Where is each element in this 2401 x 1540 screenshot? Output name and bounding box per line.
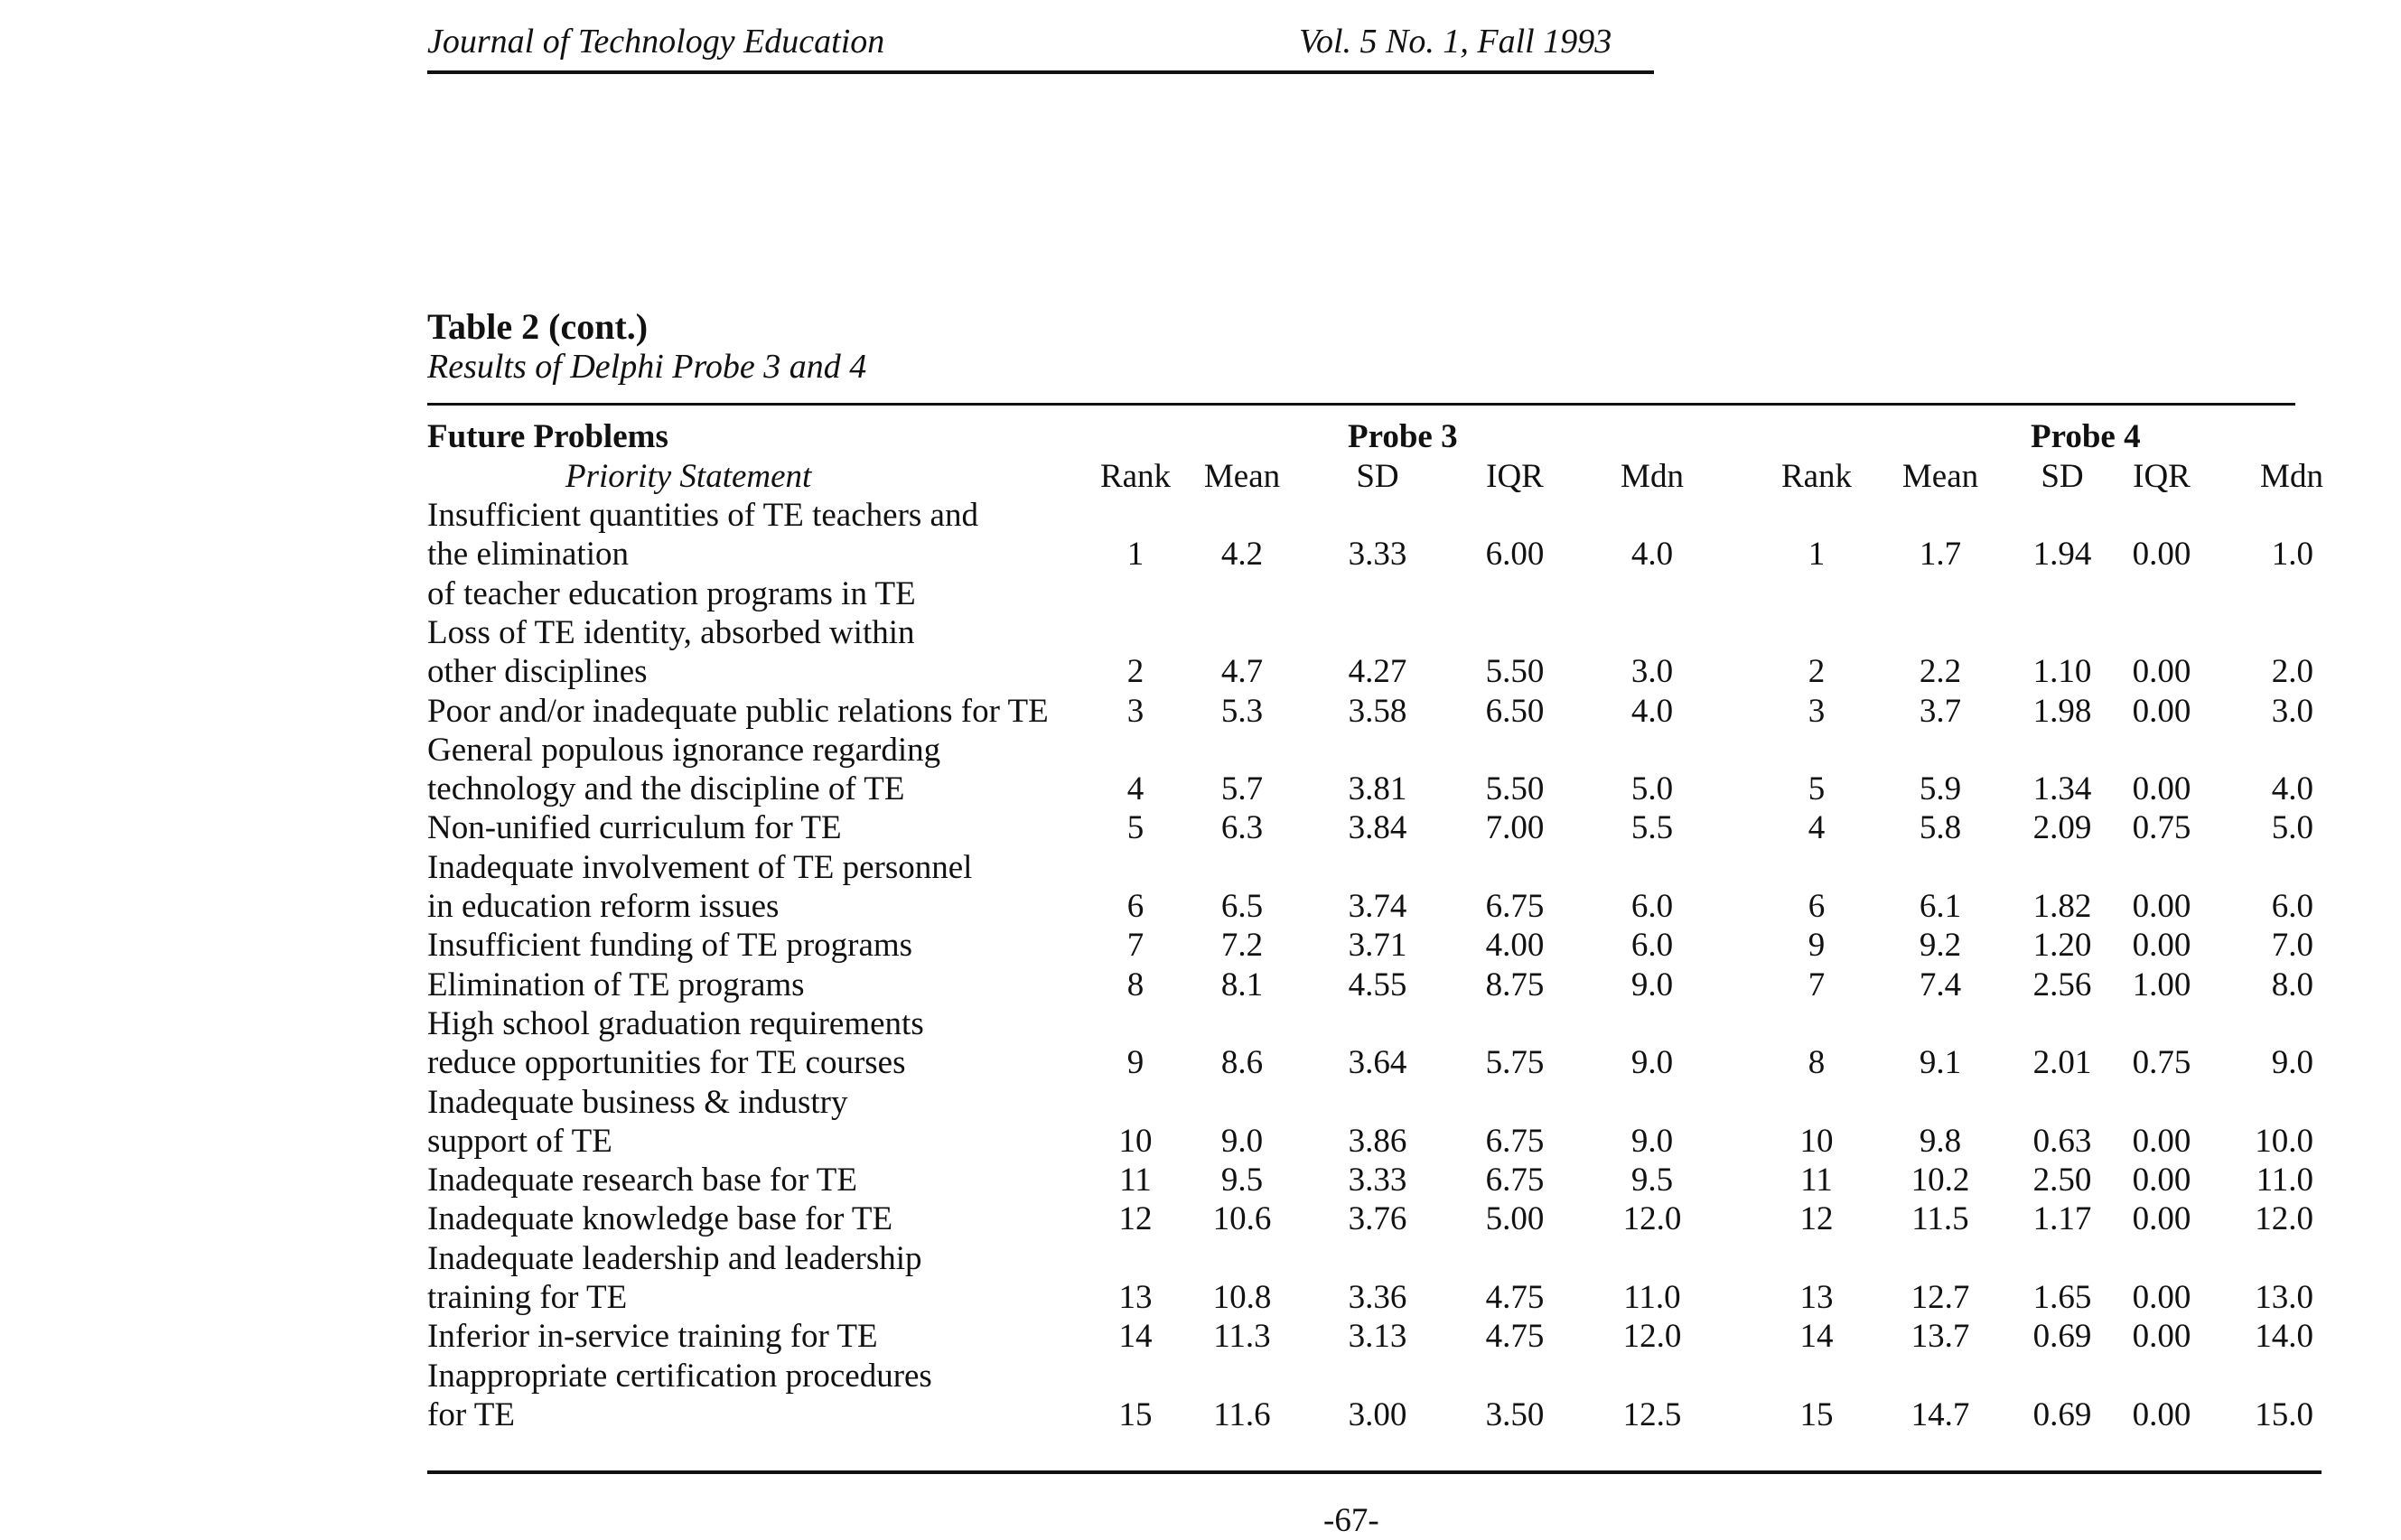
cell-p4-iqr: 0.00 <box>2132 888 2191 925</box>
cell-p3-mean: 4.2 <box>1220 536 1264 574</box>
cell-p4-mean: 3.7 <box>1919 692 1962 730</box>
cell-p3-rank: 13 <box>1118 1279 1153 1316</box>
cell-p3-mean: 5.7 <box>1220 770 1264 808</box>
cell-p3-sd: 3.33 <box>1348 536 1407 574</box>
cell-p4-iqr: 0.00 <box>2132 1122 2191 1160</box>
cell-p4-mdn: 6.0 <box>2271 888 2313 925</box>
cell-p3-iqr: 5.00 <box>1485 1200 1545 1238</box>
cell-p3-sd: 3.74 <box>1348 888 1407 925</box>
cell-p4-sd: 2.50 <box>2032 1162 2092 1199</box>
cell-p4-iqr: 0.75 <box>2132 809 2191 847</box>
cell-p3-mdn: 9.0 <box>1630 1122 1674 1160</box>
cell-p3-rank: 10 <box>1118 1122 1153 1160</box>
cell-p4-iqr: 0.00 <box>2132 536 2191 574</box>
cell-p4-sd: 1.94 <box>2032 536 2092 574</box>
cell-p3-rank: 5 <box>1126 809 1144 847</box>
cell-p3-mean: 8.1 <box>1220 966 1264 1003</box>
section-heading: Future Problems <box>427 418 668 455</box>
cell-p3-sd: 3.86 <box>1348 1122 1407 1160</box>
journal-title: Journal of Technology Education <box>427 23 885 61</box>
cell-p3-sd: 3.84 <box>1348 809 1407 847</box>
cell-p3-rank: 3 <box>1126 692 1144 730</box>
cell-p4-mean: 7.4 <box>1919 966 1962 1003</box>
cell-p3-iqr: 6.75 <box>1485 1162 1545 1199</box>
probe4-label: Probe 4 <box>2031 418 2141 455</box>
cell-p3-mdn: 6.0 <box>1630 927 1674 965</box>
priority-statement: Inadequate involvement of TE personnel <box>427 848 973 886</box>
cell-p4-mdn: 4.0 <box>2271 770 2313 808</box>
cell-p3-mdn: 9.5 <box>1630 1162 1674 1199</box>
cell-p4-mean: 12.7 <box>1911 1279 1970 1316</box>
cell-p4-mean: 6.1 <box>1919 888 1962 925</box>
priority-statement: General populous ignorance regarding <box>427 731 941 769</box>
cell-p4-mdn: 2.0 <box>2271 653 2313 691</box>
cell-p4-sd: 1.98 <box>2032 692 2092 730</box>
priority-statement: Inadequate business & industry <box>427 1083 848 1121</box>
cell-p4-sd: 1.17 <box>2032 1200 2092 1238</box>
cell-p3-rank: 11 <box>1119 1162 1152 1199</box>
cell-p3-mdn: 9.0 <box>1630 1044 1674 1082</box>
priority-statement: Inadequate knowledge base for TE <box>427 1200 893 1238</box>
cell-p4-sd: 1.65 <box>2032 1279 2092 1316</box>
priority-statement: Inadequate leadership and leadership <box>427 1239 922 1277</box>
cell-p4-iqr: 0.75 <box>2132 1044 2191 1082</box>
cell-p3-iqr: 8.75 <box>1485 966 1545 1003</box>
cell-p4-rank: 3 <box>1808 692 1826 730</box>
cell-p3-rank: 8 <box>1126 966 1144 1003</box>
col-header-p3-mean: Mean <box>1203 458 1281 495</box>
cell-p3-sd: 3.00 <box>1348 1395 1407 1433</box>
cell-p4-mdn: 7.0 <box>2271 927 2313 965</box>
cell-p4-mdn: 10.0 <box>2255 1122 2313 1160</box>
col-header-p3-mdn: Mdn <box>1621 458 1684 495</box>
cell-p3-mdn: 9.0 <box>1630 966 1674 1003</box>
cell-p4-mdn: 5.0 <box>2271 809 2313 847</box>
cell-p3-sd: 3.36 <box>1348 1279 1407 1316</box>
priority-statement: reduce opportunities for TE courses <box>427 1044 906 1082</box>
cell-p3-iqr: 5.50 <box>1485 770 1545 808</box>
cell-p3-mdn: 12.5 <box>1622 1395 1682 1433</box>
cell-p4-iqr: 0.00 <box>2132 1200 2191 1238</box>
cell-p4-sd: 0.69 <box>2032 1318 2092 1356</box>
cell-p3-mdn: 12.0 <box>1622 1200 1682 1238</box>
cell-p3-rank: 9 <box>1126 1044 1144 1082</box>
cell-p3-mdn: 12.0 <box>1622 1318 1682 1356</box>
col-header-p3-iqr: IQR <box>1486 458 1544 495</box>
cell-p4-mdn: 3.0 <box>2271 692 2313 730</box>
cell-p3-iqr: 4.75 <box>1485 1318 1545 1356</box>
cell-p4-iqr: 0.00 <box>2132 653 2191 691</box>
cell-p4-mdn: 11.0 <box>2256 1162 2313 1199</box>
cell-p4-sd: 2.09 <box>2032 809 2092 847</box>
cell-p4-mdn: 1.0 <box>2271 536 2313 574</box>
cell-p4-iqr: 0.00 <box>2132 1395 2191 1433</box>
probe3-label: Probe 3 <box>1348 418 1458 455</box>
col-header-p4-mdn: Mdn <box>2260 458 2323 495</box>
cell-p4-rank: 12 <box>1799 1200 1834 1238</box>
col-header-p4-sd: SD <box>2041 458 2084 495</box>
cell-p3-iqr: 7.00 <box>1485 809 1545 847</box>
cell-p4-rank: 10 <box>1799 1122 1834 1160</box>
col-header-p4-iqr: IQR <box>2133 458 2191 495</box>
cell-p3-rank: 6 <box>1126 888 1144 925</box>
cell-p4-iqr: 0.00 <box>2132 692 2191 730</box>
table-top-rule <box>427 403 2295 406</box>
cell-p3-rank: 7 <box>1126 927 1144 965</box>
cell-p4-mean: 9.2 <box>1919 927 1962 965</box>
cell-p4-rank: 6 <box>1808 888 1826 925</box>
cell-p4-iqr: 0.00 <box>2132 1162 2191 1199</box>
cell-p4-mean: 2.2 <box>1919 653 1962 691</box>
cell-p4-iqr: 0.00 <box>2132 1279 2191 1316</box>
cell-p3-iqr: 5.50 <box>1485 653 1545 691</box>
cell-p4-rank: 15 <box>1799 1395 1834 1433</box>
cell-p3-mean: 6.5 <box>1220 888 1264 925</box>
cell-p4-rank: 14 <box>1799 1318 1834 1356</box>
cell-p3-rank: 12 <box>1118 1200 1153 1238</box>
priority-statement: Insufficient funding of TE programs <box>427 927 913 965</box>
priority-statement: support of TE <box>427 1122 612 1160</box>
cell-p4-mean: 10.2 <box>1911 1162 1970 1199</box>
cell-p4-rank: 11 <box>1800 1162 1833 1199</box>
cell-p4-sd: 0.63 <box>2032 1122 2092 1160</box>
cell-p4-mean: 9.8 <box>1919 1122 1962 1160</box>
col-header-p4-rank: Rank <box>1780 458 1853 495</box>
cell-p4-mdn: 12.0 <box>2255 1200 2313 1238</box>
cell-p3-sd: 3.13 <box>1348 1318 1407 1356</box>
cell-p3-rank: 2 <box>1126 653 1144 691</box>
cell-p4-rank: 5 <box>1808 770 1826 808</box>
cell-p3-iqr: 6.75 <box>1485 888 1545 925</box>
table-title: Table 2 (cont.) <box>427 306 649 347</box>
cell-p4-sd: 1.10 <box>2032 653 2092 691</box>
priority-statement: Inadequate research base for TE <box>427 1162 857 1199</box>
cell-p3-mdn: 6.0 <box>1630 888 1674 925</box>
cell-p3-sd: 4.27 <box>1348 653 1407 691</box>
cell-p3-iqr: 6.50 <box>1485 692 1545 730</box>
cell-p3-mdn: 4.0 <box>1630 536 1674 574</box>
cell-p3-rank: 1 <box>1126 536 1144 574</box>
cell-p3-rank: 15 <box>1118 1395 1153 1433</box>
cell-p3-mdn: 5.5 <box>1630 809 1674 847</box>
cell-p3-sd: 3.81 <box>1348 770 1407 808</box>
cell-p3-rank: 14 <box>1118 1318 1153 1356</box>
cell-p4-rank: 1 <box>1808 536 1826 574</box>
cell-p4-mdn: 13.0 <box>2255 1279 2313 1316</box>
cell-p4-mean: 14.7 <box>1911 1395 1970 1433</box>
cell-p4-rank: 8 <box>1808 1044 1826 1082</box>
cell-p4-rank: 13 <box>1799 1279 1834 1316</box>
cell-p4-iqr: 0.00 <box>2132 927 2191 965</box>
cell-p3-mdn: 5.0 <box>1630 770 1674 808</box>
cell-p4-sd: 1.20 <box>2032 927 2092 965</box>
page-number: -67- <box>1323 1502 1379 1539</box>
cell-p4-sd: 1.82 <box>2032 888 2092 925</box>
cell-p4-sd: 0.69 <box>2032 1395 2092 1433</box>
cell-p4-mean: 13.7 <box>1911 1318 1970 1356</box>
priority-statement: technology and the discipline of TE <box>427 770 905 808</box>
priority-statement: High school graduation requirements <box>427 1004 924 1042</box>
cell-p3-sd: 3.33 <box>1348 1162 1407 1199</box>
issue-info: Vol. 5 No. 1, Fall 1993 <box>1299 23 1612 61</box>
cell-p4-iqr: 0.00 <box>2132 770 2191 808</box>
cell-p3-mean: 10.6 <box>1212 1200 1272 1238</box>
cell-p3-rank: 4 <box>1126 770 1144 808</box>
cell-p4-rank: 4 <box>1808 809 1826 847</box>
priority-statement: Insufficient quantities of TE teachers and <box>427 497 978 534</box>
cell-p4-mdn: 8.0 <box>2271 966 2313 1003</box>
col-header-p3-rank: Rank <box>1099 458 1172 495</box>
header-rule <box>427 70 1654 74</box>
priority-statement: other disciplines <box>427 653 648 691</box>
cell-p4-sd: 2.01 <box>2032 1044 2092 1082</box>
cell-p3-sd: 3.76 <box>1348 1200 1407 1238</box>
cell-p4-iqr: 0.00 <box>2132 1318 2191 1356</box>
cell-p3-mean: 7.2 <box>1220 927 1264 965</box>
cell-p4-sd: 1.34 <box>2032 770 2092 808</box>
cell-p3-mean: 10.8 <box>1212 1279 1272 1316</box>
cell-p3-sd: 3.71 <box>1348 927 1407 965</box>
cell-p4-mean: 5.8 <box>1919 809 1962 847</box>
cell-p3-mean: 9.0 <box>1220 1122 1264 1160</box>
cell-p3-mean: 5.3 <box>1220 692 1264 730</box>
priority-statement: training for TE <box>427 1279 628 1316</box>
priority-statement-header: Priority Statement <box>565 458 812 495</box>
cell-p3-iqr: 5.75 <box>1485 1044 1545 1082</box>
cell-p4-mean: 1.7 <box>1919 536 1962 574</box>
priority-statement: Loss of TE identity, absorbed within <box>427 613 915 651</box>
priority-statement: in education reform issues <box>427 888 780 925</box>
cell-p3-mean: 11.3 <box>1213 1318 1271 1356</box>
cell-p4-rank: 7 <box>1808 966 1826 1003</box>
cell-p4-iqr: 1.00 <box>2132 966 2191 1003</box>
cell-p3-iqr: 6.00 <box>1485 536 1545 574</box>
cell-p3-mean: 11.6 <box>1213 1395 1271 1433</box>
cell-p3-iqr: 4.00 <box>1485 927 1545 965</box>
priority-statement: for TE <box>427 1395 515 1433</box>
priority-statement: Inappropriate certification procedures <box>427 1357 932 1395</box>
priority-statement: of teacher education programs in TE <box>427 574 916 612</box>
cell-p3-mdn: 4.0 <box>1630 692 1674 730</box>
col-header-p3-sd: SD <box>1356 458 1399 495</box>
priority-statement: Elimination of TE programs <box>427 966 805 1003</box>
cell-p3-mean: 4.7 <box>1220 653 1264 691</box>
cell-p4-mean: 11.5 <box>1911 1200 1969 1238</box>
cell-p4-rank: 2 <box>1808 653 1826 691</box>
cell-p3-mean: 9.5 <box>1220 1162 1264 1199</box>
cell-p3-mean: 8.6 <box>1220 1044 1264 1082</box>
cell-p4-mdn: 15.0 <box>2255 1395 2313 1433</box>
cell-p4-mean: 9.1 <box>1919 1044 1962 1082</box>
cell-p3-sd: 4.55 <box>1348 966 1407 1003</box>
cell-p3-sd: 3.58 <box>1348 692 1407 730</box>
cell-p3-mean: 6.3 <box>1220 809 1264 847</box>
cell-p4-mean: 5.9 <box>1919 770 1962 808</box>
cell-p4-mdn: 9.0 <box>2271 1044 2313 1082</box>
priority-statement: Non-unified curriculum for TE <box>427 809 842 847</box>
cell-p3-sd: 3.64 <box>1348 1044 1407 1082</box>
priority-statement: Poor and/or inadequate public relations for TE <box>427 692 1049 730</box>
cell-p4-sd: 2.56 <box>2032 966 2092 1003</box>
cell-p3-mdn: 11.0 <box>1623 1279 1681 1316</box>
cell-p3-iqr: 3.50 <box>1485 1395 1545 1433</box>
priority-statement: the elimination <box>427 536 629 574</box>
table-subtitle: Results of Delphi Probe 3 and 4 <box>427 348 867 386</box>
cell-p3-iqr: 4.75 <box>1485 1279 1545 1316</box>
table-bottom-rule <box>427 1470 2322 1474</box>
col-header-p4-mean: Mean <box>1901 458 1979 495</box>
cell-p4-rank: 9 <box>1808 927 1826 965</box>
cell-p4-mdn: 14.0 <box>2255 1318 2313 1356</box>
cell-p3-mdn: 3.0 <box>1630 653 1674 691</box>
cell-p3-iqr: 6.75 <box>1485 1122 1545 1160</box>
priority-statement: Inferior in-service training for TE <box>427 1318 878 1356</box>
